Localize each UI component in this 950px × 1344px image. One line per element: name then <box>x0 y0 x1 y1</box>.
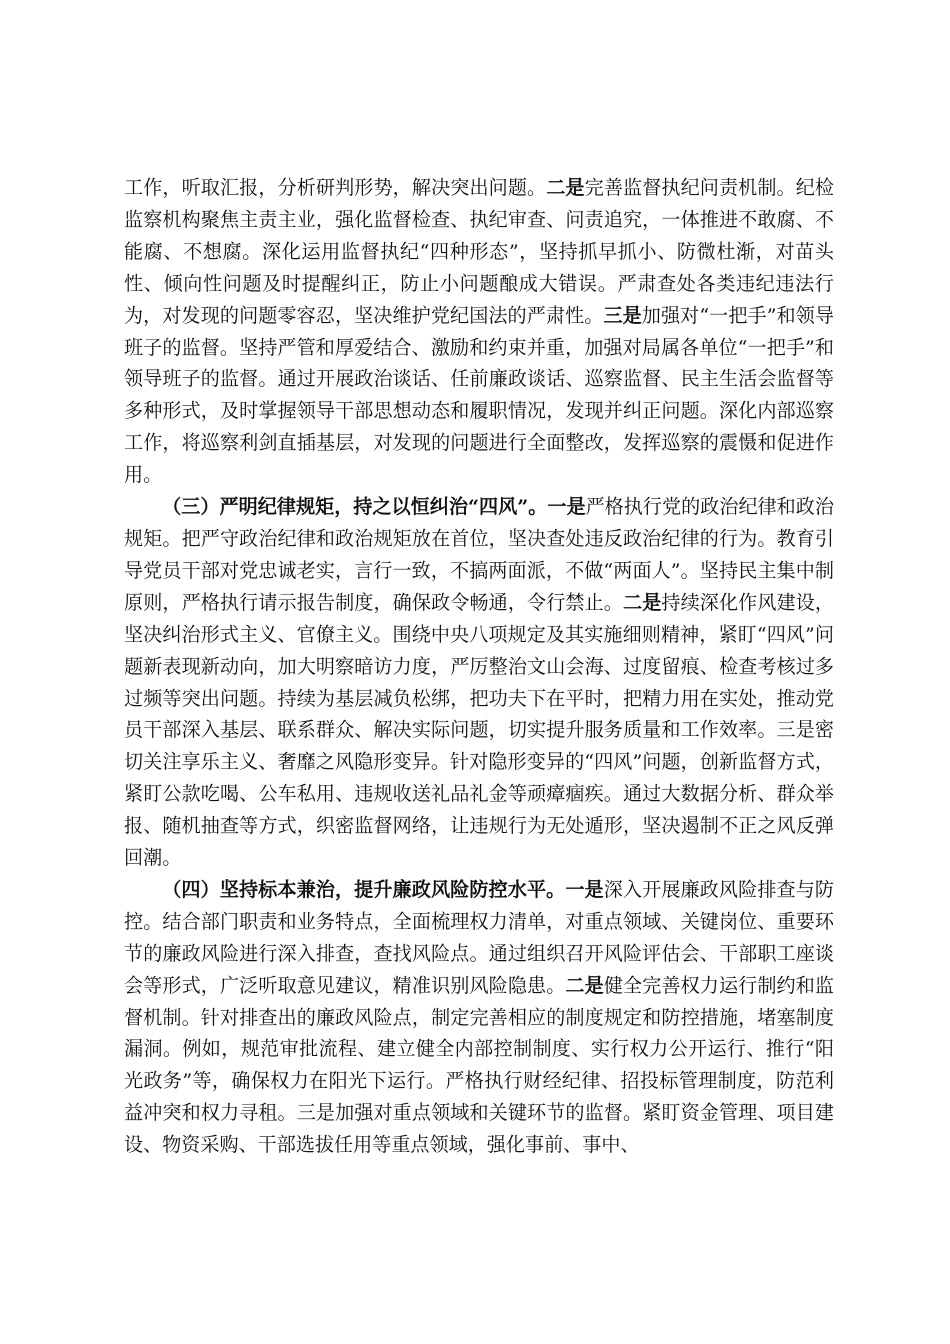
text-run: 严格执行党的政治纪律和政治规矩。把严守政治纪律和政治规矩放在首位，坚决查处违反政治纪律的行为。教育引导党员干部对党忠诚老实，言行一致，不搞两面派，不做“两面人”。坚持民主集中制原则，严格执行请示报告制度，确保政令畅通，令行禁止。 <box>124 495 835 614</box>
bold-run: 二是 <box>546 176 585 199</box>
section-heading-run: （四）坚持标本兼治，提升廉政风险防控水平。一是 <box>162 877 604 901</box>
bold-run: 二是 <box>623 590 662 614</box>
bold-run: 三是 <box>603 303 642 327</box>
text-run: 深入开展廉政风险排查与防控。结合部门职责和业务特点，全面梳理权力清单，对重点领域、关键岗位、重要环节的廉政风险进行深入排查，查找风险点。通过组织召开风险评估会、干部职工座谈会等形式，广泛听取意见建议，精准识别风险隐患。 <box>124 877 835 997</box>
text-run: 完善监督执纪问责机制。纪检监察机构聚焦主责主业，强化监督检查、执纪审查、问责追究，一体推进不敢腐、不能腐、不想腐。深化运用监督执纪“四种形态”，坚持抓早抓小、防微杜渐，对苗头性、倾向性问题及时提醒纠正，防止小问题酿成大错误。严肃查处各类违纪违法行为，对发现的问题零容忍，坚决维护党纪国法的严肃性。 <box>124 176 835 327</box>
text-run: 工作，听取汇报，分析研判形势，解决突出问题。 <box>124 176 547 199</box>
text-run: 加强对“一把手”和领导班子的监督。坚持严管和厚爱结合、激励和约束并重，加强对局属各单位“一把手”和领导班子的监督。通过开展政治谈话、任前廉政谈话、巡察监督、民主生活会监督等多种形式，及时掌握领导干部思想动态和履职情况，发现并纠正问题。深化内部巡察工作，将巡察利剑直插基层，对发现的问题进行全面整改，发挥巡察的震慑和促进作用。 <box>124 303 834 487</box>
bold-run: 二是 <box>565 973 604 997</box>
text-run: 健全完善权力运行制约和监督机制。针对排查出的廉政风险点，制定完善相应的制度规定和防控措施，堵塞制度漏洞。例如，规范审批流程、建立健全内部控制制度、实行权力公开运行、推行“阳光政务”等，确保权力在阳光下运行。严格执行财经纪律、招投标管理制度，防范利益冲突和权力寻租。三是加强对重点领域和关键环节的监督。紧盯资金管理、项目建设、物资采购、干部选拔任用等重点领域，强化事前、事中、 <box>124 973 835 1157</box>
document-body <box>124 172 834 1161</box>
paragraph-continued-supervision <box>124 172 834 491</box>
section-heading-run: （三）严明纪律规矩，持之以恒纠治“四风”。一是 <box>162 495 586 519</box>
paragraph-section-three <box>124 491 834 874</box>
text-run: 持续深化作风建设，坚决纠治形式主义、官僚主义。围绕中央八项规定及其实施细则精神，紧盯“四风”问题新表现新动向，加大明察暗访力度，严厉整治文山会海、过度留痕、检查考核过多过频等突出问题。持续为基层减负松绑，把功夫下在平时，把精力用在实处，推动党员干部深入基层、联系群众、解决实际问题，切实提升服务质量和工作效率。三是密切关注享乐主义、奢靡之风隐形变异。针对隐形变异的“四风”问题，创新监督方式，紧盯公款吃喝、公车私用、违规收送礼品礼金等顽瘴痼疾。通过大数据分析、群众举报、随机抽查等方式，织密监督网络，让违规行为无处遁形，坚决遏制不正之风反弹回潮。 <box>124 590 835 870</box>
paragraph-section-four <box>124 874 834 1161</box>
